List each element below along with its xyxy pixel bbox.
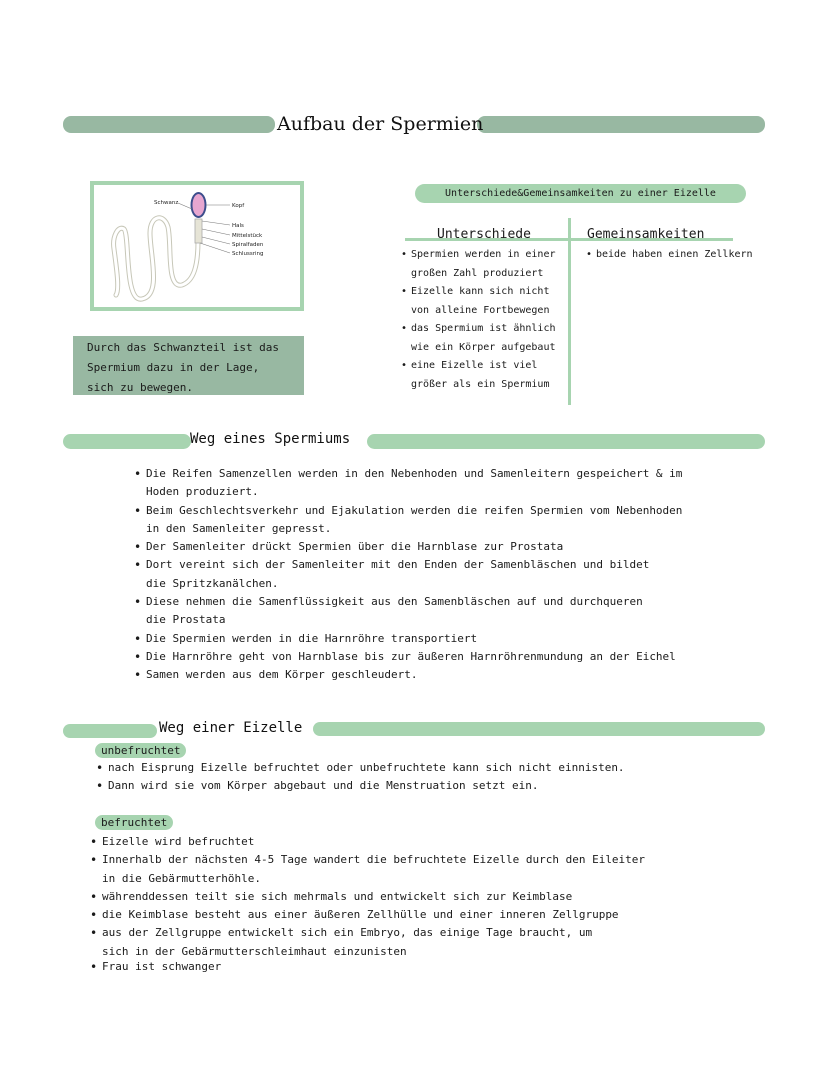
eizelle-bar-left xyxy=(63,724,157,738)
heading-weg-spermium: Weg eines Spermiums xyxy=(190,431,351,447)
eizelle-bar-right xyxy=(313,722,765,736)
comparison-header: Unterschiede&Gemeinsamkeiten zu einer Eizelle xyxy=(415,184,746,203)
caption-box xyxy=(73,336,304,395)
list-item: • Die Reifen Samenzellen werden in den Nebenhoden und Samenleitern gespeichert & im Hoden produziert. xyxy=(134,465,754,502)
list-item: • Innerhalb der nächsten 4-5 Tage wandert die befruchtete Eizelle durch den Eileiter in die Gebärmutterhöhle. xyxy=(90,851,756,888)
list-item: • Frau ist schwanger xyxy=(90,958,756,976)
caption-text: Durch das Schwanzteil ist das Spermium dazu in der Lage, sich zu bewegen. xyxy=(87,341,280,394)
sperm-head xyxy=(193,194,205,216)
list-item: • Eizelle wird befruchtet xyxy=(90,833,756,851)
list-item: • Der Samenleiter drückt Spermien über die Harnblase zur Prostata xyxy=(134,538,754,556)
title-bar-right xyxy=(477,116,765,133)
label-schlussring: Schlussring xyxy=(232,251,264,257)
unterschiede-list xyxy=(401,246,563,394)
page-title: Aufbau der Spermien xyxy=(277,113,484,135)
label-spiralfaden: Spiralfaden xyxy=(232,242,264,248)
list-item: • aus der Zellgruppe entwickelt sich ein Embryo, das einige Tage braucht, um sich in der Gebärmutterschleimhaut einzunisten xyxy=(90,924,756,961)
list-item: • Diese nehmen die Samenflüssigkeit aus den Samenbläschen auf und durchqueren die Prostata xyxy=(134,593,754,630)
heading-weg-eizelle: Weg einer Eizelle xyxy=(159,720,303,736)
list-item: • Samen werden aus dem Körper geschleudert. xyxy=(134,666,754,684)
list-item: • die Keimblase besteht aus einer äußeren Zellhülle und einer inneren Zellgruppe xyxy=(90,906,756,924)
sperm-tail xyxy=(114,218,198,299)
list-item: • Dort vereint sich der Samenleiter mit den Enden der Samenbläschen und bildet die Spritzkanälchen. xyxy=(134,556,754,593)
list-item: • eine Eizelle ist viel größer als ein Spermium xyxy=(401,357,563,394)
list-item: • nach Eisprung Eizelle befruchtet oder unbefruchtete kann sich nicht einnisten. xyxy=(96,759,756,777)
list-item: • Die Spermien werden in die Harnröhre transportiert xyxy=(134,630,754,648)
list-item: • Eizelle kann sich nicht von alleine Fortbewegen xyxy=(401,283,563,320)
col-title-unterschiede: Unterschiede xyxy=(437,227,531,242)
spermium-bar-right xyxy=(367,434,765,449)
sperm-midpiece xyxy=(195,219,202,243)
label-befruchtet: befruchtet xyxy=(95,815,173,830)
unbefruchtet-list xyxy=(96,759,756,796)
list-item: • das Spermium ist ähnlich wie ein Körper aufgebaut xyxy=(401,320,563,357)
list-item: • beide haben einen Zellkern xyxy=(586,246,766,265)
list-item: • Spermien werden in einer großen Zahl produziert xyxy=(401,246,563,283)
befruchtet-list xyxy=(90,833,756,976)
label-mittelstueck: Mittelstück xyxy=(232,233,263,239)
label-hals: Hals xyxy=(232,223,244,229)
label-unbefruchtet: unbefruchtet xyxy=(95,743,186,758)
list-item: • Die Harnröhre geht von Harnblase bis zur äußeren Harnröhrenmundung an der Eichel xyxy=(134,648,754,666)
comparison-vline xyxy=(568,218,571,405)
label-kopf: Kopf xyxy=(232,203,245,209)
list-item: • währenddessen teilt sie sich mehrmals und entwickelt sich zur Keimblase xyxy=(90,888,756,906)
list-item: • Dann wird sie vom Körper abgebaut und die Menstruation setzt ein. xyxy=(96,777,756,795)
label-schwanz: Schwanz xyxy=(154,200,179,206)
title-bar-left xyxy=(63,116,275,133)
sperm-diagram xyxy=(90,181,304,311)
list-item: • Beim Geschlechtsverkehr und Ejakulation werden die reifen Spermien vom Nebenhoden in den Samenleiter gepresst. xyxy=(134,502,754,539)
spermium-list xyxy=(134,465,754,685)
col-title-gemeinsamkeiten: Gemeinsamkeiten xyxy=(587,227,705,242)
gemeinsamkeiten-list xyxy=(586,246,766,265)
spermium-bar-left xyxy=(63,434,191,449)
